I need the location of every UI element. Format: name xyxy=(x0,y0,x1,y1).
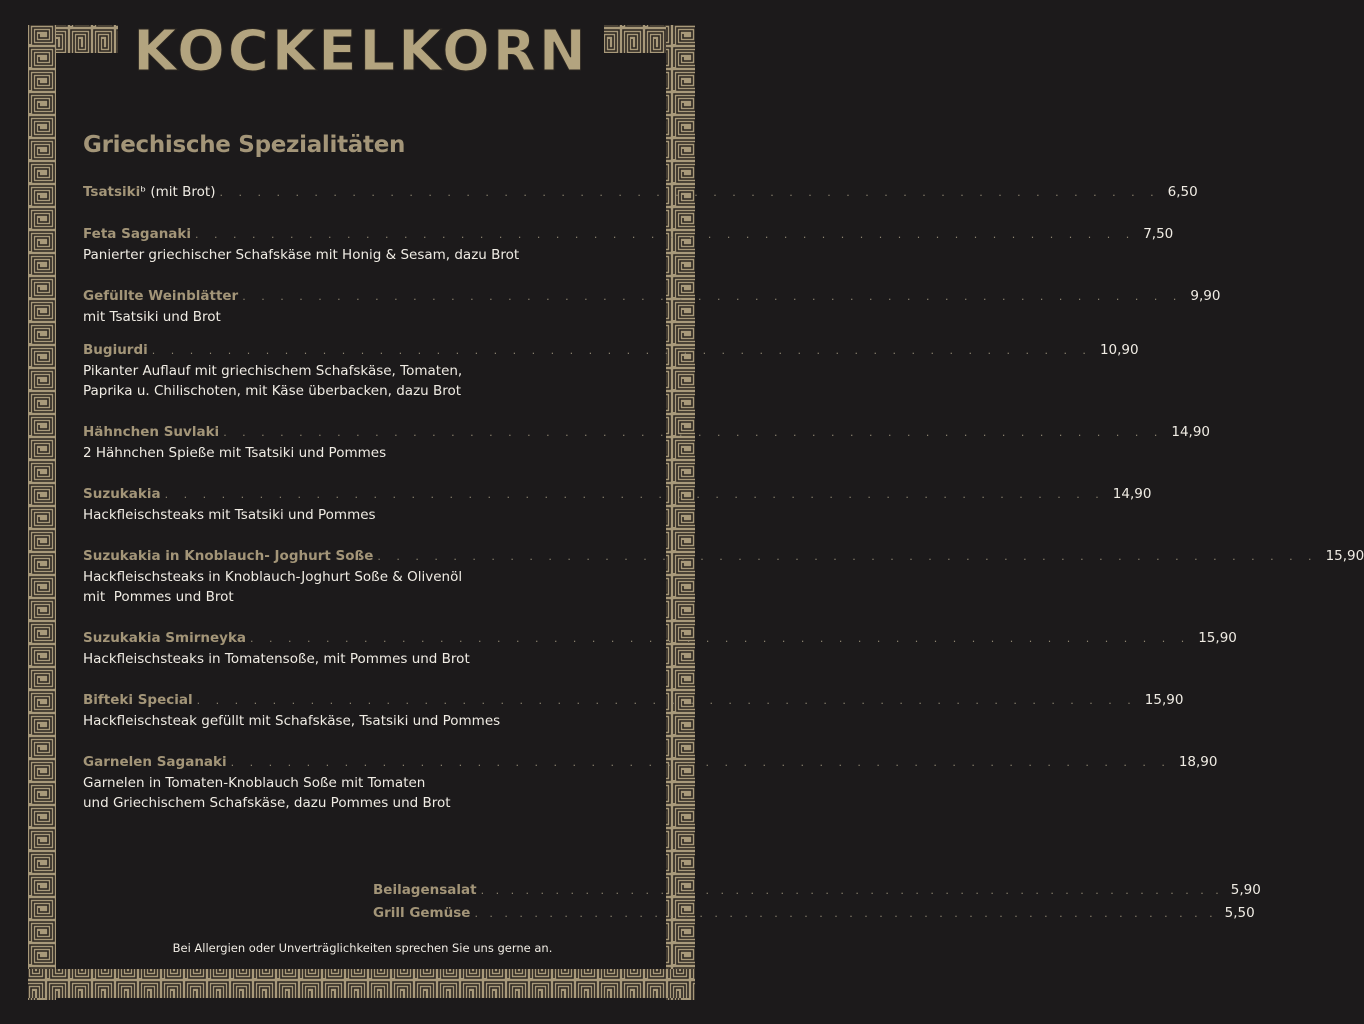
dot-leader: . . . . . . . . . . . . . . . . . . . . . . . . . . . . . . . . . . . . . . . . . . . . . . . . . . xyxy=(195,228,1136,241)
menu-item-header xyxy=(83,340,1139,361)
side-item-row xyxy=(373,903,1255,924)
side-name: Beilagensalat xyxy=(373,882,477,898)
allergy-note: Bei Allergien oder Unverträglichkeiten sprechen Sie uns gerne an. xyxy=(172,941,553,955)
dot-leader: . . . . . . . . . . . . . . . . . . . . . . . . . . . . . . . . . . . . . . . . . . . . . . . . . . xyxy=(250,632,1191,645)
item-description: Pikanter Auflauf mit griechischem Schafskäse, Tomaten, xyxy=(83,363,463,379)
menu-item-header xyxy=(83,224,1174,245)
menu-item xyxy=(83,690,1184,731)
menu-item xyxy=(83,286,1221,327)
dot-leader: . . . . . . . . . . . . . . . . . . . . . . . . . . . . . . . . . . . . . . . . . . . . . . . . . . xyxy=(223,426,1164,439)
item-price: 6,50 xyxy=(1167,184,1198,200)
item-price: 18,90 xyxy=(1178,754,1218,770)
dot-leader: . . . . . . . . . . . . . . . . . . . . . . . . . . . . . . . . . . . . . . . . . . . . . . . . . . xyxy=(219,186,1160,199)
side-name: Grill Gemüse xyxy=(373,905,471,921)
item-price: 15,90 xyxy=(1325,548,1364,564)
item-description: mit Pommes und Brot xyxy=(83,589,234,605)
menu-item-header xyxy=(83,628,1237,649)
menu-item-header xyxy=(83,422,1211,443)
side-price: 5,50 xyxy=(1224,905,1255,921)
side-item-row xyxy=(373,880,1261,901)
dot-leader: . . . . . . . . . . . . . . . . . . . . . . . . . . . . . . . . . . . . . . . . . . . . . . . . . . xyxy=(377,550,1318,563)
item-description: Hackfleischsteaks mit Tsatsiki und Pommes xyxy=(83,507,376,523)
menu-item xyxy=(83,182,1198,203)
item-name: Suzukakia Smirneyka xyxy=(83,630,247,646)
menu-item xyxy=(83,752,1218,813)
restaurant-logo xyxy=(118,18,604,84)
menu-item-header xyxy=(83,484,1152,505)
dot-leader: . . . . . . . . . . . . . . . . . . . . . . . . . . . . . . . . . . . . . . . . . . . . . . . . . . xyxy=(230,756,1171,769)
menu-item-header xyxy=(83,690,1184,711)
item-price: 15,90 xyxy=(1198,630,1237,646)
dot-leader: . . . . . . . . . . . . . . . . . . . . . . . . . . . . . . . . . . . . . . . . . . . . . . . . . . xyxy=(151,344,1092,357)
item-name: Feta Saganaki xyxy=(83,226,192,242)
item-name: Hähnchen Suvlaki xyxy=(83,424,220,440)
item-description: 2 Hähnchen Spieße mit Tsatsiki und Pommes xyxy=(83,445,387,461)
side-price: 5,90 xyxy=(1230,882,1261,898)
item-price: 9,90 xyxy=(1190,288,1221,304)
dot-leader: . . . . . . . . . . . . . . . . . . . . . . . . . . . . . . . . . . . . . . . . . . . . . . . . . . xyxy=(480,884,1223,897)
item-name: Bugiurdi xyxy=(83,342,148,358)
menu-item-header xyxy=(83,286,1221,307)
item-price: 14,90 xyxy=(1171,424,1211,440)
item-suffix: ᵇ (mit Brot) xyxy=(140,184,216,200)
side-item xyxy=(373,880,1261,901)
item-description: Panierter griechischer Schafskäse mit Honig & Sesam, dazu Brot xyxy=(83,247,520,263)
dot-leader: . . . . . . . . . . . . . . . . . . . . . . . . . . . . . . . . . . . . . . . . . . . . . . . . . . xyxy=(164,488,1105,501)
menu-item xyxy=(83,422,1211,463)
menu-item-header xyxy=(83,546,1364,567)
item-name: Suzukakia xyxy=(83,486,161,502)
item-price: 10,90 xyxy=(1099,342,1139,358)
item-description: Paprika u. Chilischoten, mit Käse überbacken, dazu Brot xyxy=(83,383,462,399)
menu-item xyxy=(83,546,1364,607)
item-name: Gefüllte Weinblätter xyxy=(83,288,239,304)
dot-leader: . . . . . . . . . . . . . . . . . . . . . . . . . . . . . . . . . . . . . . . . . . . . . . . . . . xyxy=(196,694,1137,707)
item-price: 7,50 xyxy=(1143,226,1174,242)
item-price: 15,90 xyxy=(1144,692,1184,708)
item-description: Garnelen in Tomaten-Knoblauch Soße mit Tomaten xyxy=(83,775,426,791)
dot-leader: . . . . . . . . . . . . . . . . . . . . . . . . . . . . . . . . . . . . . . . . . . . . . . . . . . xyxy=(242,290,1183,303)
menu-item xyxy=(83,628,1237,669)
side-item xyxy=(373,903,1255,924)
item-name: Bifteki Special xyxy=(83,692,193,708)
dot-leader: . . . . . . . . . . . . . . . . . . . . . . . . . . . . . . . . . . . . . . . . . . . . . . . . . . xyxy=(474,907,1217,920)
item-description: Hackfleischsteak gefüllt mit Schafskäse, Tsatsiki und Pommes xyxy=(83,713,501,729)
menu-item xyxy=(83,340,1139,401)
item-description: mit Tsatsiki und Brot xyxy=(83,309,221,325)
item-description: Hackfleischsteaks in Tomatensoße, mit Pommes und Brot xyxy=(83,651,470,667)
menu-item xyxy=(83,484,1152,525)
item-description: Hackfleischsteaks in Knoblauch-Joghurt Soße & Olivenöl xyxy=(83,569,463,585)
menu-item-header xyxy=(83,182,1198,203)
section-title: Griechische Spezialitäten xyxy=(83,132,406,158)
item-name: Garnelen Saganaki xyxy=(83,754,227,770)
item-description: und Griechischem Schafskäse, dazu Pommes und Brot xyxy=(83,795,451,811)
menu-item-header xyxy=(83,752,1218,773)
item-name: Tsatsiki xyxy=(83,184,141,200)
item-name: Suzukakia in Knoblauch- Joghurt Soße xyxy=(83,548,374,564)
item-price: 14,90 xyxy=(1112,486,1152,502)
logo-text: KOCKELKORN xyxy=(133,18,589,84)
menu-item xyxy=(83,224,1174,265)
